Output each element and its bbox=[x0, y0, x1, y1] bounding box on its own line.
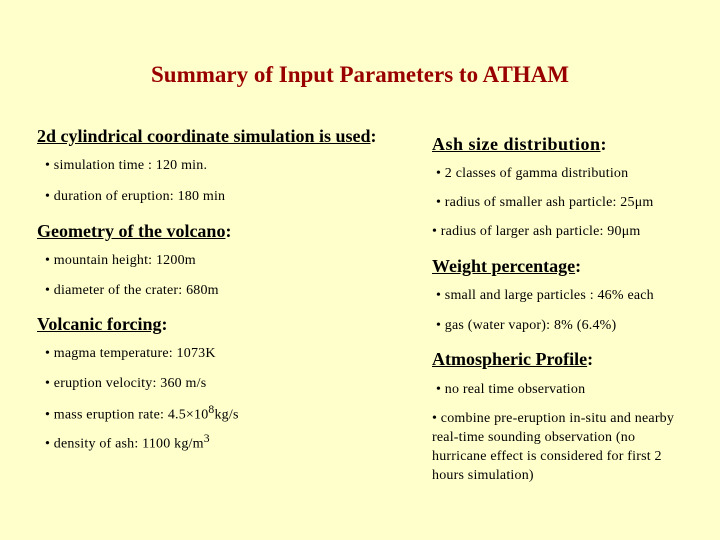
heading-simulation bbox=[37, 126, 377, 147]
heading-text: Atmospheric Profile bbox=[432, 349, 588, 369]
heading-colon: : bbox=[370, 126, 377, 146]
list-item: • small and large particles : 46% each bbox=[436, 288, 654, 303]
heading-text: Volcanic forcing bbox=[37, 314, 162, 334]
list-item: • gas (water vapor): 8% (6.4%) bbox=[436, 318, 617, 333]
heading-text: 2d cylindrical coordinate simulation is used bbox=[37, 126, 371, 146]
heading-text: Geometry of the volcano bbox=[37, 221, 226, 241]
list-item: • radius of smaller ash particle: 25μm bbox=[436, 195, 654, 210]
list-item: • eruption velocity: 360 m/s bbox=[45, 376, 207, 391]
heading-ash-size bbox=[432, 134, 607, 155]
heading-text: Weight percentage bbox=[432, 256, 576, 276]
density-prefix: • density of ash: 1100 kg/m bbox=[45, 436, 204, 452]
heading-weight bbox=[432, 256, 581, 277]
mass-rate-exponent: 8 bbox=[208, 403, 215, 416]
heading-colon: : bbox=[225, 221, 232, 241]
heading-colon: : bbox=[161, 314, 168, 334]
slide-title: Summary of Input Parameters to ATHAM bbox=[151, 62, 569, 87]
list-item: • diameter of the crater: 680m bbox=[45, 283, 219, 298]
list-item: • no real time observation bbox=[436, 382, 586, 397]
heading-colon: : bbox=[587, 349, 594, 369]
heading-colon: : bbox=[600, 134, 608, 154]
mass-rate-unit: kg/s bbox=[214, 407, 239, 423]
list-item-mass-rate bbox=[45, 403, 239, 424]
list-item-density bbox=[45, 432, 210, 453]
list-item: • magma temperature: 1073K bbox=[45, 346, 216, 361]
heading-volcanic-forcing bbox=[37, 314, 168, 335]
list-item: • 2 classes of gamma distribution bbox=[436, 166, 629, 181]
density-exponent: 3 bbox=[203, 432, 210, 445]
list-item-paragraph: • combine pre-eruption in-situ and nearby real-time sounding observation (no hurricane effect is considered for first 2 hours simulation) bbox=[432, 411, 675, 483]
heading-text: Ash size distribution bbox=[432, 134, 601, 154]
list-item: • simulation time : 120 min. bbox=[45, 158, 208, 173]
heading-geometry bbox=[37, 221, 231, 242]
heading-atmospheric-profile bbox=[432, 349, 593, 370]
list-item: • mountain height: 1200m bbox=[45, 253, 196, 268]
mass-rate-prefix: • mass eruption rate: 4.5×10 bbox=[45, 407, 209, 423]
heading-colon: : bbox=[575, 256, 582, 276]
list-item: • radius of larger ash particle: 90μm bbox=[432, 224, 641, 239]
list-item: • duration of eruption: 180 min bbox=[45, 189, 226, 204]
